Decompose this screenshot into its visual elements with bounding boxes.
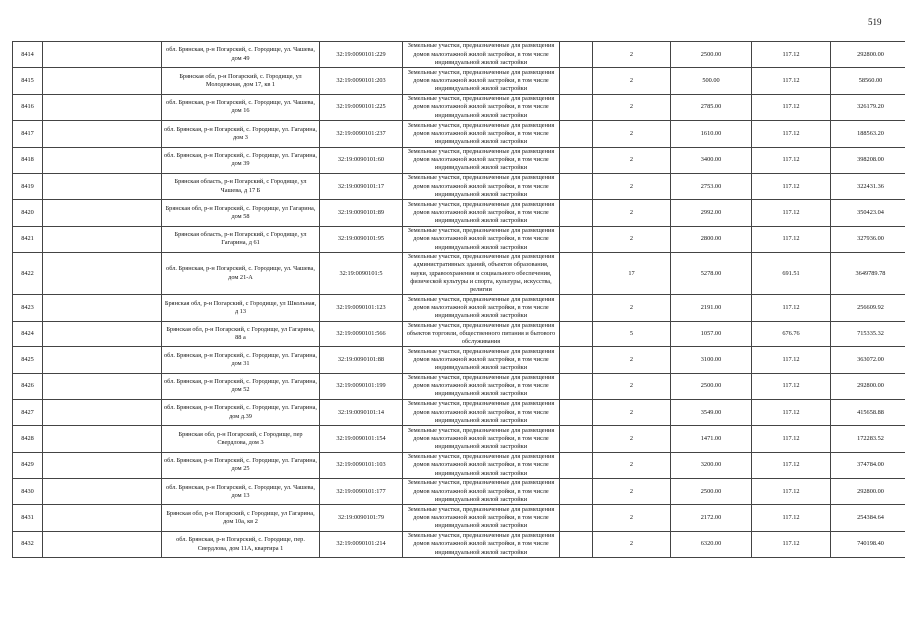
blank-cell — [560, 147, 593, 173]
table-row — [13, 121, 905, 147]
specific-value-cell: 117.12 — [752, 42, 831, 68]
cadastral-number-cell: 32:19:0090101:177 — [320, 479, 403, 505]
row-number-cell: 8429 — [13, 452, 43, 478]
blank-cell — [560, 226, 593, 252]
cadastral-number-cell: 32:19:0090101:237 — [320, 121, 403, 147]
row-number-cell: 8424 — [13, 321, 43, 347]
category-cell: 2 — [593, 94, 671, 120]
specific-value-cell: 117.12 — [752, 173, 831, 199]
area-cell: 2500.00 — [671, 42, 752, 68]
cadastral-number-cell: 32:19:0090101:89 — [320, 200, 403, 226]
row-number-cell: 8422 — [13, 253, 43, 295]
blank-cell — [560, 399, 593, 425]
land-use-cell: Земельные участки, предназначенные для размещения домов малоэтажной жилой застройки, в том числе индивидуальной жилой застройки — [403, 226, 560, 252]
blank-cell — [43, 68, 162, 94]
table-row — [13, 505, 905, 531]
address-cell: обл. Брянская, р-н Погарский, с. Городище, ул. Чашева, дом 13 — [162, 479, 320, 505]
area-cell: 500.00 — [671, 68, 752, 94]
cadastral-number-cell: 32:19:0090101:5 — [320, 253, 403, 295]
row-number-cell: 8418 — [13, 147, 43, 173]
cadastral-number-cell: 32:19:0090101:229 — [320, 42, 403, 68]
table-row — [13, 94, 905, 120]
table-row — [13, 147, 905, 173]
blank-cell — [43, 479, 162, 505]
cadastral-value-cell: 292800.00 — [831, 42, 905, 68]
address-cell: обл. Брянская, р-н Погарский, с. Городище, ул. Гагарина, дом 3 — [162, 121, 320, 147]
address-cell: Брянская обл, р-н Погарский, с Городище, пер Свердлова, дом 3 — [162, 426, 320, 452]
blank-cell — [43, 42, 162, 68]
address-cell: обл. Брянская, р-н Погарский, с. Городище, ул. Чашева, дом 16 — [162, 94, 320, 120]
cadastral-number-cell: 32:19:0090101:88 — [320, 347, 403, 373]
category-cell: 2 — [593, 479, 671, 505]
cadastral-number-cell: 32:19:0090101:14 — [320, 399, 403, 425]
row-number-cell: 8420 — [13, 200, 43, 226]
table-row — [13, 200, 905, 226]
table-row — [13, 479, 905, 505]
blank-cell — [560, 321, 593, 347]
cadastral-number-cell: 32:19:0090101:103 — [320, 452, 403, 478]
cadastral-value-cell: 256609.92 — [831, 295, 905, 321]
blank-cell — [43, 147, 162, 173]
table-row — [13, 173, 905, 199]
land-use-cell: Земельные участки, предназначенные для размещения домов малоэтажной жилой застройки, в том числе индивидуальной жилой застройки — [403, 452, 560, 478]
table-row — [13, 226, 905, 252]
blank-cell — [560, 200, 593, 226]
table-row — [13, 426, 905, 452]
row-number-cell: 8416 — [13, 94, 43, 120]
specific-value-cell: 117.12 — [752, 452, 831, 478]
cadastral-value-cell: 254384.64 — [831, 505, 905, 531]
cadastral-value-cell: 327936.00 — [831, 226, 905, 252]
page-number: 519 — [868, 17, 882, 27]
table-row — [13, 347, 905, 373]
address-cell: обл. Брянская, р-н Погарский, с. Городище, ул. Гагарина, дом д.39 — [162, 399, 320, 425]
land-use-cell: Земельные участки, предназначенные для размещения домов малоэтажной жилой застройки, в том числе индивидуальной жилой застройки — [403, 373, 560, 399]
row-number-cell: 8421 — [13, 226, 43, 252]
specific-value-cell: 117.12 — [752, 347, 831, 373]
table-row — [13, 531, 905, 557]
row-number-cell: 8414 — [13, 42, 43, 68]
specific-value-cell: 117.12 — [752, 505, 831, 531]
category-cell: 2 — [593, 399, 671, 425]
area-cell: 3200.00 — [671, 452, 752, 478]
category-cell: 2 — [593, 226, 671, 252]
cadastral-number-cell: 32:19:0090101:199 — [320, 373, 403, 399]
blank-cell — [560, 479, 593, 505]
category-cell: 2 — [593, 373, 671, 399]
category-cell: 2 — [593, 295, 671, 321]
cadastral-number-cell: 32:19:0090101:203 — [320, 68, 403, 94]
land-use-cell: Земельные участки, предназначенные для размещения домов малоэтажной жилой застройки, в том числе индивидуальной жилой застройки — [403, 399, 560, 425]
category-cell: 2 — [593, 505, 671, 531]
cadastral-value-cell: 398208.00 — [831, 147, 905, 173]
blank-cell — [560, 505, 593, 531]
row-number-cell: 8423 — [13, 295, 43, 321]
cadastral-value-cell: 58560.00 — [831, 68, 905, 94]
cadastral-value-cell: 363072.00 — [831, 347, 905, 373]
cadastral-number-cell: 32:19:0090101:123 — [320, 295, 403, 321]
area-cell: 2172.00 — [671, 505, 752, 531]
area-cell: 2191.00 — [671, 295, 752, 321]
cadastral-value-cell: 740198.40 — [831, 531, 905, 557]
cadastral-number-cell: 32:19:0090101:79 — [320, 505, 403, 531]
specific-value-cell: 117.12 — [752, 426, 831, 452]
land-use-cell: Земельные участки, предназначенные для размещения объектов торговли, общественного питания и бытового обслуживания — [403, 321, 560, 347]
blank-cell — [43, 173, 162, 199]
specific-value-cell: 117.12 — [752, 531, 831, 557]
blank-cell — [43, 200, 162, 226]
category-cell: 2 — [593, 121, 671, 147]
category-cell: 2 — [593, 200, 671, 226]
category-cell: 2 — [593, 347, 671, 373]
address-cell: Брянская обл, р-н Погарский, с Городище, ул Гагарина, 88 а — [162, 321, 320, 347]
category-cell: 2 — [593, 147, 671, 173]
land-use-cell: Земельные участки, предназначенные для размещения домов малоэтажной жилой застройки, в том числе индивидуальной жилой застройки — [403, 147, 560, 173]
table-row — [13, 295, 905, 321]
specific-value-cell: 117.12 — [752, 226, 831, 252]
blank-cell — [43, 226, 162, 252]
specific-value-cell: 117.12 — [752, 121, 831, 147]
cadastral-value-cell: 3649789.78 — [831, 253, 905, 295]
specific-value-cell: 117.12 — [752, 200, 831, 226]
cadastral-value-cell: 715335.32 — [831, 321, 905, 347]
land-use-cell: Земельные участки, предназначенные для размещения административных зданий, объектов образования, науки, здравоохранения и социального обеспечения, физической культуры и спорта, культуры, искусства, религии — [403, 253, 560, 295]
cadastral-number-cell: 32:19:0090101:566 — [320, 321, 403, 347]
land-use-cell: Земельные участки, предназначенные для размещения домов малоэтажной жилой застройки, в том числе индивидуальной жилой застройки — [403, 479, 560, 505]
address-cell: обл. Брянская, р-н Погарский, с. Городище, пер. Свердлова, дом 11А, квартира 1 — [162, 531, 320, 557]
row-number-cell: 8425 — [13, 347, 43, 373]
specific-value-cell: 117.12 — [752, 399, 831, 425]
table-row — [13, 68, 905, 94]
category-cell: 17 — [593, 253, 671, 295]
cadastral-value-cell: 188563.20 — [831, 121, 905, 147]
cadastral-number-cell: 32:19:0090101:214 — [320, 531, 403, 557]
category-cell: 2 — [593, 531, 671, 557]
area-cell: 2785.00 — [671, 94, 752, 120]
table-row — [13, 253, 905, 295]
area-cell: 6320.00 — [671, 531, 752, 557]
row-number-cell: 8432 — [13, 531, 43, 557]
blank-cell — [560, 373, 593, 399]
address-cell: Брянская обл, р-н Погарский, с Городище, ул Гагарина, дом 10а, кв 2 — [162, 505, 320, 531]
land-use-cell: Земельные участки, предназначенные для размещения домов малоэтажной жилой застройки, в том числе индивидуальной жилой застройки — [403, 68, 560, 94]
row-number-cell: 8427 — [13, 399, 43, 425]
area-cell: 1471.00 — [671, 426, 752, 452]
land-use-cell: Земельные участки, предназначенные для размещения домов малоэтажной жилой застройки, в том числе индивидуальной жилой застройки — [403, 347, 560, 373]
address-cell: обл. Брянская, р-н Погарский, с. Городище, ул. Гагарина, дом 31 — [162, 347, 320, 373]
land-use-cell: Земельные участки, предназначенные для размещения домов малоэтажной жилой застройки, в том числе индивидуальной жилой застройки — [403, 505, 560, 531]
cadastral-value-cell: 415658.88 — [831, 399, 905, 425]
row-number-cell: 8430 — [13, 479, 43, 505]
land-use-cell: Земельные участки, предназначенные для размещения домов малоэтажной жилой застройки, в том числе индивидуальной жилой застройки — [403, 121, 560, 147]
blank-cell — [43, 399, 162, 425]
land-use-cell: Земельные участки, предназначенные для размещения домов малоэтажной жилой застройки, в том числе индивидуальной жилой застройки — [403, 94, 560, 120]
blank-cell — [560, 253, 593, 295]
row-number-cell: 8428 — [13, 426, 43, 452]
category-cell: 2 — [593, 68, 671, 94]
blank-cell — [43, 505, 162, 531]
blank-cell — [43, 426, 162, 452]
land-use-cell: Земельные участки, предназначенные для размещения домов малоэтажной жилой застройки, в том числе индивидуальной жилой застройки — [403, 42, 560, 68]
category-cell: 2 — [593, 42, 671, 68]
address-cell: Брянская обл, р-н Погарский, с Городище, ул Школьная, д 13 — [162, 295, 320, 321]
table-row — [13, 452, 905, 478]
blank-cell — [43, 121, 162, 147]
table-row — [13, 399, 905, 425]
area-cell: 2753.00 — [671, 173, 752, 199]
blank-cell — [560, 42, 593, 68]
cadastral-value-cell: 350423.04 — [831, 200, 905, 226]
area-cell: 2500.00 — [671, 373, 752, 399]
land-use-cell: Земельные участки, предназначенные для размещения домов малоэтажной жилой застройки, в том числе индивидуальной жилой застройки — [403, 173, 560, 199]
land-use-cell: Земельные участки, предназначенные для размещения домов малоэтажной жилой застройки, в том числе индивидуальной жилой застройки — [403, 295, 560, 321]
cadastral-number-cell: 32:19:0090101:17 — [320, 173, 403, 199]
specific-value-cell: 117.12 — [752, 94, 831, 120]
blank-cell — [560, 94, 593, 120]
area-cell: 2992.00 — [671, 200, 752, 226]
blank-cell — [560, 295, 593, 321]
row-number-cell: 8426 — [13, 373, 43, 399]
table-row — [13, 373, 905, 399]
blank-cell — [560, 68, 593, 94]
area-cell: 1610.00 — [671, 121, 752, 147]
address-cell: Брянская область, р-н Погарский, с Городище, ул Чашева, д 17 Б — [162, 173, 320, 199]
specific-value-cell: 117.12 — [752, 68, 831, 94]
specific-value-cell: 676.76 — [752, 321, 831, 347]
address-cell: обл. Брянская, р-н Погарский, с. Городище, ул. Чашева, дом 21-А — [162, 253, 320, 295]
cadastral-value-cell: 172283.52 — [831, 426, 905, 452]
land-registry-table — [12, 41, 905, 558]
category-cell: 5 — [593, 321, 671, 347]
row-number-cell: 8417 — [13, 121, 43, 147]
blank-cell — [560, 426, 593, 452]
row-number-cell: 8419 — [13, 173, 43, 199]
specific-value-cell: 117.12 — [752, 373, 831, 399]
blank-cell — [560, 121, 593, 147]
cadastral-value-cell: 292800.00 — [831, 479, 905, 505]
land-use-cell: Земельные участки, предназначенные для размещения домов малоэтажной жилой застройки, в том числе индивидуальной жилой застройки — [403, 531, 560, 557]
blank-cell — [43, 347, 162, 373]
category-cell: 2 — [593, 452, 671, 478]
address-cell: Брянская обл, р-н Погарский, с. Городище, ул Молодежная, дом 17, кв 1 — [162, 68, 320, 94]
cadastral-value-cell: 374784.00 — [831, 452, 905, 478]
specific-value-cell: 691.51 — [752, 253, 831, 295]
blank-cell — [43, 94, 162, 120]
blank-cell — [560, 452, 593, 478]
address-cell: обл. Брянская, р-н Погарский, с. Городище, ул. Гагарина, дом 25 — [162, 452, 320, 478]
blank-cell — [43, 373, 162, 399]
land-use-cell: Земельные участки, предназначенные для размещения домов малоэтажной жилой застройки, в том числе индивидуальной жилой застройки — [403, 426, 560, 452]
row-number-cell: 8431 — [13, 505, 43, 531]
address-cell: обл. Брянская, р-н Погарский, с. Городище, ул. Гагарина, дом 39 — [162, 147, 320, 173]
blank-cell — [43, 452, 162, 478]
area-cell: 1057.00 — [671, 321, 752, 347]
category-cell: 2 — [593, 173, 671, 199]
blank-cell — [43, 253, 162, 295]
address-cell: Брянская обл, р-н Погарский, с. Городище, ул Гагарина, дом 58 — [162, 200, 320, 226]
category-cell: 2 — [593, 426, 671, 452]
address-cell: обл. Брянская, р-н Погарский, с. Городище, ул. Гагарина, дом 52 — [162, 373, 320, 399]
blank-cell — [43, 295, 162, 321]
area-cell: 3100.00 — [671, 347, 752, 373]
row-number-cell: 8415 — [13, 68, 43, 94]
cadastral-value-cell: 326179.20 — [831, 94, 905, 120]
blank-cell — [560, 173, 593, 199]
cadastral-number-cell: 32:19:0090101:95 — [320, 226, 403, 252]
area-cell: 3549.00 — [671, 399, 752, 425]
specific-value-cell: 117.12 — [752, 147, 831, 173]
specific-value-cell: 117.12 — [752, 295, 831, 321]
cadastral-value-cell: 292800.00 — [831, 373, 905, 399]
cadastral-value-cell: 322431.36 — [831, 173, 905, 199]
land-use-cell: Земельные участки, предназначенные для размещения домов малоэтажной жилой застройки, в том числе индивидуальной жилой застройки — [403, 200, 560, 226]
area-cell: 3400.00 — [671, 147, 752, 173]
table-row — [13, 321, 905, 347]
area-cell: 5278.00 — [671, 253, 752, 295]
address-cell: Брянская область, р-н Погарский, с Городище, ул Гагарина, д 61 — [162, 226, 320, 252]
blank-cell — [560, 531, 593, 557]
address-cell: обл. Брянская, р-н Погарский, с. Городище, ул. Чашева, дом 49 — [162, 42, 320, 68]
cadastral-number-cell: 32:19:0090101:154 — [320, 426, 403, 452]
area-cell: 2500.00 — [671, 479, 752, 505]
cadastral-number-cell: 32:19:0090101:225 — [320, 94, 403, 120]
blank-cell — [43, 321, 162, 347]
blank-cell — [560, 347, 593, 373]
blank-cell — [43, 531, 162, 557]
table-body — [13, 42, 905, 558]
table-row — [13, 42, 905, 68]
area-cell: 2800.00 — [671, 226, 752, 252]
cadastral-number-cell: 32:19:0090101:60 — [320, 147, 403, 173]
specific-value-cell: 117.12 — [752, 479, 831, 505]
